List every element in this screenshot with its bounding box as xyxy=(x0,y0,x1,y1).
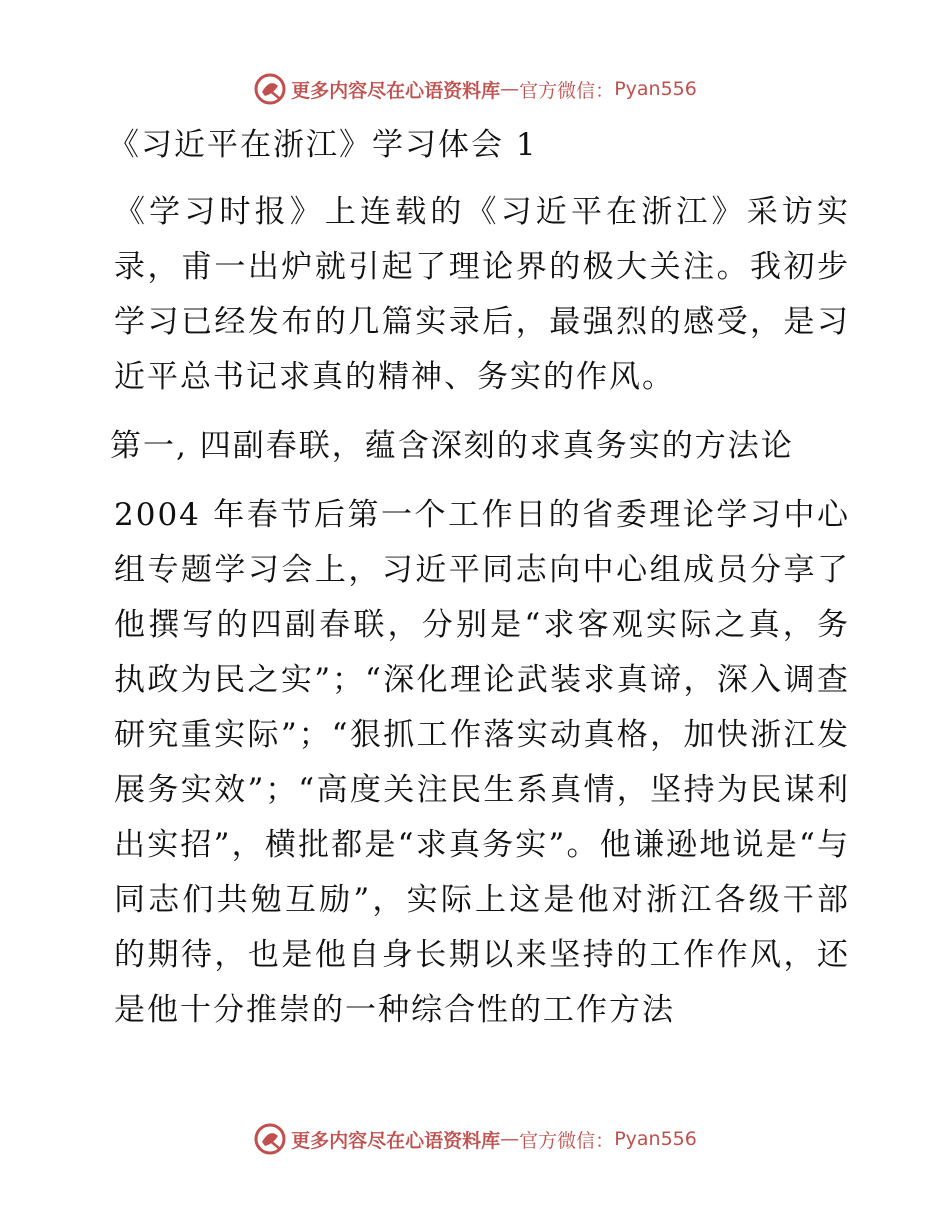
rose-seal-icon xyxy=(253,1122,287,1156)
watermark-wechat-label: 官方微信： xyxy=(519,79,615,102)
document-title: 《习近平在浙江》学习体会 1 xyxy=(108,127,538,163)
paragraph-couplets: 2004 年春节后第一个工作日的省委理论学习中心组专题学习会上，习近平同志向中心组成员分享了他撰写的四副春联，分别是“求客观实际之真，务执政为民之实”；“深化理论武装求真谛，深入调查研究重实际”；“狠抓工作落实动真格，加快浙江发展务实效”；“高度关注民生系真情，坚持为民谋利出实招”，横批都是“求真务实”。他谦逊地说是“与同志们共勉互励”，实际上这是他对浙江各级干部的期待，也是他自身长期以来坚持的工作作风，还是他十分推崇的一种综合性的工作方法 xyxy=(114,497,850,1028)
watermark-dash: — xyxy=(500,1128,520,1150)
section-heading: 第一, 四副春联，蕴含深刻的求真务实的方法论 xyxy=(110,428,794,464)
watermark-banner-bottom xyxy=(0,1122,950,1156)
watermark-site-text: 更多内容尽在心语资料库 xyxy=(291,79,501,102)
document-body xyxy=(100,118,850,1052)
watermark-wechat-id: Pyan556 xyxy=(614,78,697,100)
watermark-banner-top xyxy=(0,72,950,106)
watermark-wechat-id: Pyan556 xyxy=(614,1128,697,1150)
paragraph-intro: 《学习时报》上连载的《习近平在浙江》采访实录，甫一出炉就引起了理论界的极大关注。我初步学习已经发布的几篇实录后，最强烈的感受，是习近平总书记求真的精神、务实的作风。 xyxy=(114,194,850,395)
watermark-wechat-label: 官方微信： xyxy=(519,1129,615,1152)
watermark-dash: — xyxy=(500,78,520,100)
watermark-site-text: 更多内容尽在心语资料库 xyxy=(291,1129,501,1152)
rose-seal-icon xyxy=(253,72,287,106)
